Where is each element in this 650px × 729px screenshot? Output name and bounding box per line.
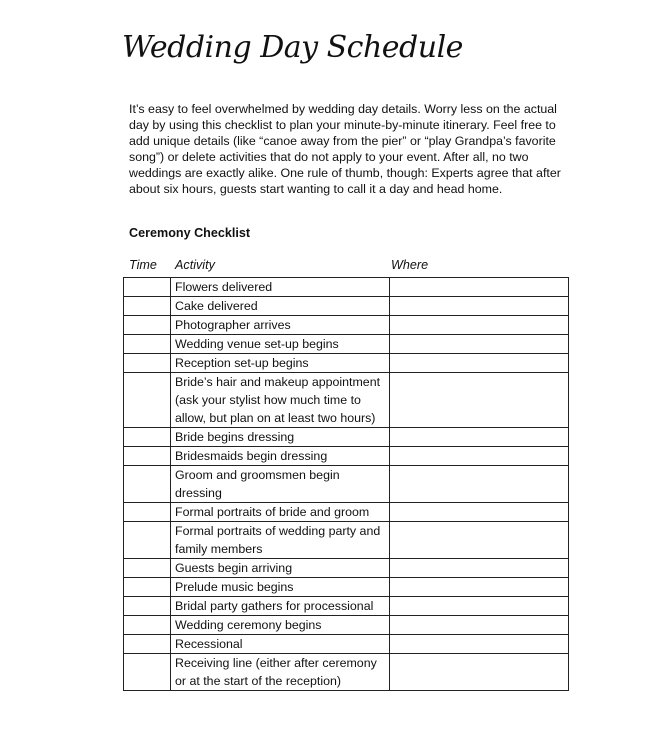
where-cell[interactable]	[390, 354, 569, 373]
activity-cell: Guests begin arriving	[171, 559, 390, 578]
table-row	[124, 373, 569, 428]
activity-cell: Formal portraits of bride and groom	[171, 503, 390, 522]
table-row	[124, 654, 569, 691]
table-row	[124, 559, 569, 578]
time-cell[interactable]	[124, 335, 171, 354]
where-cell[interactable]	[390, 373, 569, 428]
where-cell[interactable]	[390, 597, 569, 616]
activity-cell: Photographer arrives	[171, 316, 390, 335]
table-row	[124, 635, 569, 654]
activity-cell: Groom and groomsmen begin dressing	[171, 466, 390, 503]
where-cell[interactable]	[390, 654, 569, 691]
table-row	[124, 428, 569, 447]
table-row	[124, 297, 569, 316]
intro-paragraph	[129, 101, 569, 197]
where-cell[interactable]	[390, 447, 569, 466]
where-cell[interactable]	[390, 503, 569, 522]
where-cell[interactable]	[390, 559, 569, 578]
intro-text: It’s easy to feel overwhelmed by wedding day details. Worry less on the actual day by using this checklist to plan your minute-by-minute itinerary. Feel free to add unique details (like “canoe away from the pier” or “play Grandpa’s favorite song”) or delete activities that do not apply to your event. After all, no two weddings are exactly alike. One rule of thumb, though: Experts agree that after about six hours, guests start wanting to call it a day and head home.	[129, 102, 561, 196]
table-row	[124, 578, 569, 597]
where-cell[interactable]	[390, 316, 569, 335]
time-cell[interactable]	[124, 428, 171, 447]
activity-cell: Recessional	[171, 635, 390, 654]
time-cell[interactable]	[124, 503, 171, 522]
activity-cell: Wedding ceremony begins	[171, 616, 390, 635]
table-row	[124, 522, 569, 559]
time-cell[interactable]	[124, 635, 171, 654]
table-row	[124, 447, 569, 466]
activity-cell: Reception set-up begins	[171, 354, 390, 373]
activity-cell: Cake delivered	[171, 297, 390, 316]
activity-cell: Receiving line (either after ceremony or at the start of the reception)	[171, 654, 390, 691]
where-cell[interactable]	[390, 428, 569, 447]
activity-cell: Flowers delivered	[171, 278, 390, 297]
column-header-activity: Activity	[175, 258, 215, 272]
activity-cell: Bridal party gathers for processional	[171, 597, 390, 616]
time-cell[interactable]	[124, 578, 171, 597]
time-cell[interactable]	[124, 278, 171, 297]
activity-cell: Bridesmaids begin dressing	[171, 447, 390, 466]
time-cell[interactable]	[124, 297, 171, 316]
activity-cell: Formal portraits of wedding party and family members	[171, 522, 390, 559]
activity-cell: Prelude music begins	[171, 578, 390, 597]
activity-cell: Bride’s hair and makeup appointment (ask your stylist how much time to allow, but plan on at least two hours)	[171, 373, 390, 428]
where-cell[interactable]	[390, 278, 569, 297]
table-row	[124, 466, 569, 503]
table-row	[124, 316, 569, 335]
where-cell[interactable]	[390, 335, 569, 354]
where-cell[interactable]	[390, 466, 569, 503]
activity-cell: Bride begins dressing	[171, 428, 390, 447]
ceremony-checklist-table	[123, 277, 569, 691]
table-row	[124, 335, 569, 354]
time-cell[interactable]	[124, 522, 171, 559]
time-cell[interactable]	[124, 559, 171, 578]
time-cell[interactable]	[124, 447, 171, 466]
where-cell[interactable]	[390, 616, 569, 635]
table-row	[124, 278, 569, 297]
page-title: Wedding Day Schedule	[122, 30, 463, 65]
time-cell[interactable]	[124, 597, 171, 616]
table-row	[124, 597, 569, 616]
activity-cell: Wedding venue set-up begins	[171, 335, 390, 354]
where-cell[interactable]	[390, 297, 569, 316]
table-row	[124, 354, 569, 373]
time-cell[interactable]	[124, 654, 171, 691]
time-cell[interactable]	[124, 466, 171, 503]
time-cell[interactable]	[124, 373, 171, 428]
table-row	[124, 616, 569, 635]
column-header-time: Time	[129, 258, 157, 272]
time-cell[interactable]	[124, 616, 171, 635]
where-cell[interactable]	[390, 522, 569, 559]
table-row	[124, 503, 569, 522]
where-cell[interactable]	[390, 635, 569, 654]
time-cell[interactable]	[124, 354, 171, 373]
column-header-where: Where	[391, 258, 429, 272]
time-cell[interactable]	[124, 316, 171, 335]
where-cell[interactable]	[390, 578, 569, 597]
checklist-table-body	[124, 278, 569, 691]
section-heading: Ceremony Checklist	[129, 226, 251, 240]
